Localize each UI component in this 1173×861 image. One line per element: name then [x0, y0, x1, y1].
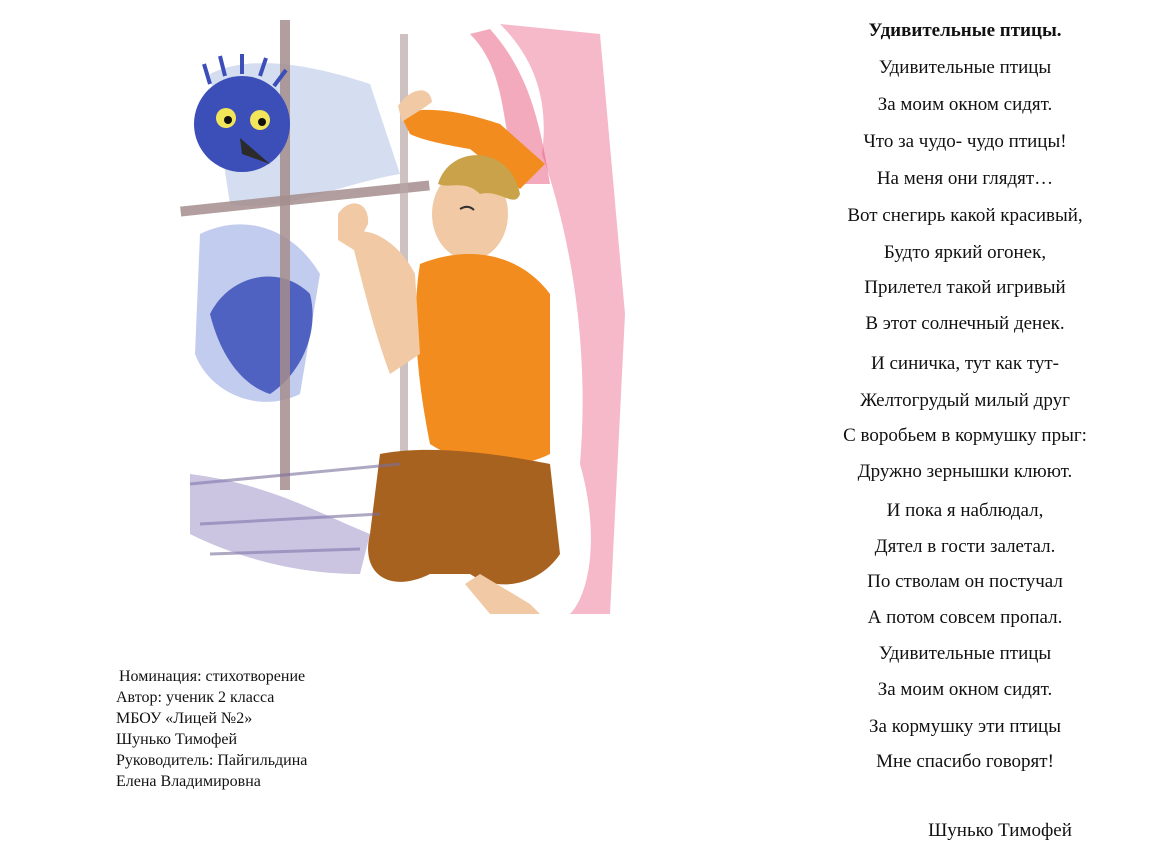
poem-line: Удивительные птицы: [878, 57, 1052, 78]
poem-line: Мне спасибо говорят!: [876, 751, 1054, 772]
poem-line: За моим окном сидят.: [877, 94, 1053, 115]
poem-line: С воробьем в кормушку прыг:: [843, 425, 1087, 446]
poem-line: Будто яркий огонек,: [883, 242, 1047, 263]
poem-line: В этот солнечный денек.: [865, 313, 1065, 334]
credit-supervisor-name: Елена Владимировна: [116, 773, 261, 790]
poem-line: На меня они глядят…: [876, 168, 1054, 189]
poem-line: Дружно зернышки клюют.: [857, 461, 1073, 482]
poem-signature: Шунько Тимофей: [928, 820, 1072, 841]
poem-line: Удивительные птицы: [878, 643, 1052, 664]
poem-line: Дятел в гости залетал.: [874, 536, 1056, 557]
credit-name: Шунько Тимофей: [116, 731, 238, 748]
poem-line: Желтогрудый милый друг: [860, 390, 1070, 411]
credits-block: [116, 666, 307, 792]
credit-author: Автор: ученик 2 класса: [116, 689, 275, 706]
poem-line: И синичка, тут как тут-: [871, 353, 1059, 374]
illustration-boy-at-window: [170, 14, 630, 644]
poem-line: За моим окном сидят.: [877, 679, 1053, 700]
credit-supervisor: Руководитель: Пайгильдина: [116, 752, 308, 769]
poem-line: По стволам он постучал: [867, 571, 1063, 592]
poem-line: А потом совсем пропал.: [867, 607, 1063, 628]
poem-line: Прилетел такой игривый: [864, 277, 1066, 298]
poem-line: Что за чудо- чудо птицы!: [863, 131, 1067, 152]
poem-title: Удивительные птицы.: [868, 20, 1062, 41]
poem-line: И пока я наблюдал,: [886, 500, 1044, 521]
poem-line: За кормушку эти птицы: [869, 716, 1061, 737]
poem-line: Вот снегирь какой красивый,: [847, 205, 1083, 226]
credit-nomination: Номинация: стихотворение: [119, 668, 306, 685]
credit-school: МБОУ «Лицей №2»: [116, 710, 253, 727]
